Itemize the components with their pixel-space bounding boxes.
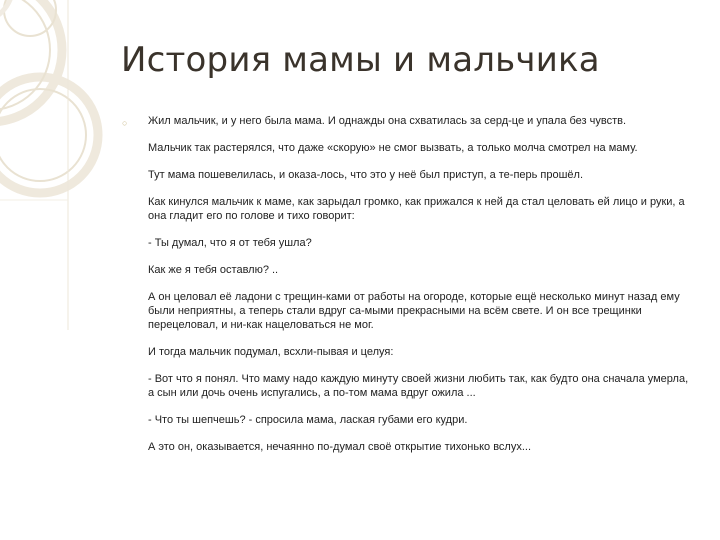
paragraph-text: И тогда мальчик подумал, всхли-пывая и целуя: bbox=[148, 346, 394, 358]
paragraph-text: Тут мама пошевелилась, и оказа-лось, что это у неё был приступ, а те-перь прошёл. bbox=[148, 169, 584, 181]
slide-title: История мамы и мальчика bbox=[121, 40, 600, 80]
corner-decoration bbox=[0, 0, 130, 330]
paragraph-text: - Вот что я понял. Что маму надо каждую минуту своей жизни любить так, как будто она сначала умерла, а сын или дочь очень испугались, а по-том мама вдруг ожила ... bbox=[148, 373, 689, 399]
paragraph bbox=[148, 372, 693, 400]
paragraph-text: А это он, оказывается, нечаянно по-думал своё открытие тихонько вслух... bbox=[148, 441, 532, 453]
paragraph bbox=[148, 141, 693, 155]
paragraph bbox=[148, 263, 693, 277]
paragraph bbox=[122, 114, 693, 128]
paragraph-text: - Ты думал, что я от тебя ушла? bbox=[148, 237, 312, 249]
slide-body bbox=[122, 114, 693, 467]
paragraph bbox=[148, 168, 693, 182]
paragraph-text: Жил мальчик, и у него была мама. И однажды она схватилась за серд-це и упала без чувств. bbox=[148, 115, 627, 127]
paragraph-text: Мальчик так растерялся, что даже «скорую» не смог вызвать, а только молча смотрел на маму. bbox=[148, 142, 638, 154]
paragraph bbox=[148, 236, 693, 250]
paragraph-text: А он целовал её ладони с трещин-ками от работы на огороде, которые ещё несколько минут назад ему были неприятны, а теперь стали вдруг са-мыми прекрасными на всём свете. И он все трещинки перецеловал, и ни-как нацеловаться не мог. bbox=[148, 291, 680, 331]
paragraph bbox=[148, 290, 693, 332]
leaf-bullet-icon: ○ bbox=[122, 118, 128, 128]
paragraph-text: Как кинулся мальчик к маме, как зарыдал громко, как прижался к ней да стал целовать ей лицо и руки, а она гладит его по голове и тихо говорит: bbox=[148, 196, 685, 222]
paragraph bbox=[148, 413, 693, 427]
paragraph-text: - Что ты шепчешь? - спросила мама, лаская губами его кудри. bbox=[148, 414, 468, 426]
paragraph bbox=[148, 440, 693, 454]
paragraph bbox=[148, 195, 693, 223]
paragraph-text: Как же я тебя оставлю? .. bbox=[148, 264, 279, 276]
paragraph bbox=[148, 345, 693, 359]
